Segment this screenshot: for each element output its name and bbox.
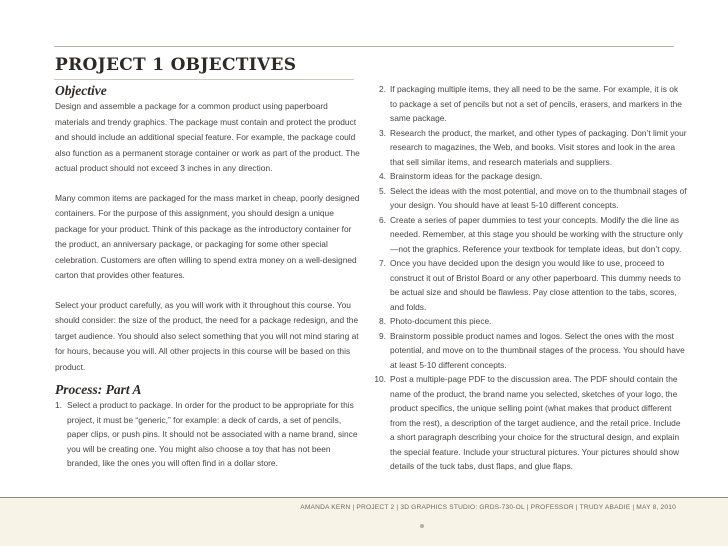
step-number: 8. xyxy=(379,316,386,326)
step-text: Research the product, the market, and other types of packaging. Don’t limit your research to magazines, the Web, and books. Visit stores and look in the area that sell similar items, and research materials and suppliers. xyxy=(390,127,687,167)
process-steps-list-right xyxy=(372,82,687,474)
step-text: Post a multiple-page PDF to the discussion area. The PDF should contain the name of the product, the brand name you selected, sketches of your logo, the product specifics, the unique selling point (what makes that product different from the rest), a description of the target audience, and the retail price. Include a short paragraph describing your choice for the structural design, and explain the special feature. Include your structural pictures. Your pictures should show details of the tuck tabs, dust flaps, and glue flaps. xyxy=(390,374,681,471)
process-step-6 xyxy=(372,213,687,257)
step-text: Photo-document this piece. xyxy=(390,316,492,326)
title-underline xyxy=(54,79,354,80)
page-title: PROJECT 1 OBJECTIVES xyxy=(55,55,297,75)
process-step-1 xyxy=(55,398,360,471)
step-text: Select a product to package. In order for the product to be appropriate for this project, it must be “generic,” for example: a deck of cards, a set of pencils, paper clips, or push pins. It should not be associated with a name brand, since you will be creating one. You might also choose a toy that has not been branded, like the ones you will often find in a dollar store. xyxy=(67,400,358,468)
process-step-7 xyxy=(372,256,687,314)
step-text: Brainstorm ideas for the package design. xyxy=(390,171,543,181)
left-column xyxy=(55,82,360,471)
process-heading: Process: Part A xyxy=(55,382,142,397)
step-number: 3. xyxy=(379,127,386,138)
top-rule xyxy=(54,46,674,47)
process-step-4 xyxy=(372,169,687,184)
step-number: 4. xyxy=(379,171,386,181)
process-step-9 xyxy=(372,329,687,373)
step-number: 10. xyxy=(374,374,386,384)
process-step-8 xyxy=(372,314,687,329)
process-step-2 xyxy=(372,82,687,126)
step-text: If packaging multiple items, they all need to be the same. For example, it is ok to package a set of pencils but not a set of pencils, erasers, and markers in the same package. xyxy=(390,84,682,123)
footer-dot-mark xyxy=(420,524,424,528)
footer-rule xyxy=(0,497,728,498)
process-step-3 xyxy=(372,126,687,170)
right-column xyxy=(372,82,687,474)
step-number: 1. xyxy=(55,400,62,410)
step-number: 6. xyxy=(379,214,386,225)
step-text: Select the ideas with the most potential, and move on to the thumbnail stages of your design. You should have at least 5-10 different concepts. xyxy=(390,185,687,210)
process-steps-list-left xyxy=(55,398,360,471)
step-text: Brainstorm possible product names and logos. Select the ones with the most potential, and move on to the thumbnail stages of the process. You should have at least 5-10 different concepts. xyxy=(390,330,685,370)
step-text: Create a series of paper dummies to test your concepts. Modify the die line as needed. Remember, at this stage you should be working with the structure only—not the graphics. Reference your textbook for template ideas, but don’t copy. xyxy=(390,214,683,254)
objective-paragraph-3: Select your product carefully, as you will work with it throughout this course. You should consider: the size of the product, the need for a package redesign, and the target audience. You should also select something that you will not mind staring at for hours, because you will. All other projects in this course will be based on this product. xyxy=(55,299,359,372)
process-step-10 xyxy=(372,372,687,474)
step-number: 9. xyxy=(379,330,386,341)
objective-heading: Objective xyxy=(55,83,107,98)
step-number: 7. xyxy=(379,258,386,268)
process-step-5 xyxy=(372,184,687,213)
step-number: 5. xyxy=(379,185,386,196)
objective-paragraph-2: Many common items are packaged for the mass market in cheap, poorly designed containers. For the purpose of this assignment, you should design a unique package for your product. Think of this package as the introductory container for the product, an anniversary package, or packaging for some other special celebration. Customers are often willing to spend extra money on a well-designed carton that provides other features. xyxy=(55,192,360,280)
objective-paragraph-1: Design and assemble a package for a common product using paperboard materials and trendy graphics. The package must contain and protect the product and should include an additional special feature. For example, the package could also function as a permanent storage container or work as part of the product. The actual product should not exceed 3 inches in any direction. xyxy=(55,101,360,173)
step-number: 2. xyxy=(379,84,386,94)
step-text: Once you have decided upon the design you would like to use, proceed to construct it out of Bristol Board or any other paperboard. This dummy needs to be actual size and should be flawless. Pay close attention to the tabs, scores, and folds. xyxy=(390,258,681,312)
footer-credits: AMANDA KERN | PROJECT 2 | 3D GRAPHICS STUDIO: GRDS-730-OL | PROFESSOR | TRUDY ABADIE | MAY 8, 2010 xyxy=(300,504,676,511)
